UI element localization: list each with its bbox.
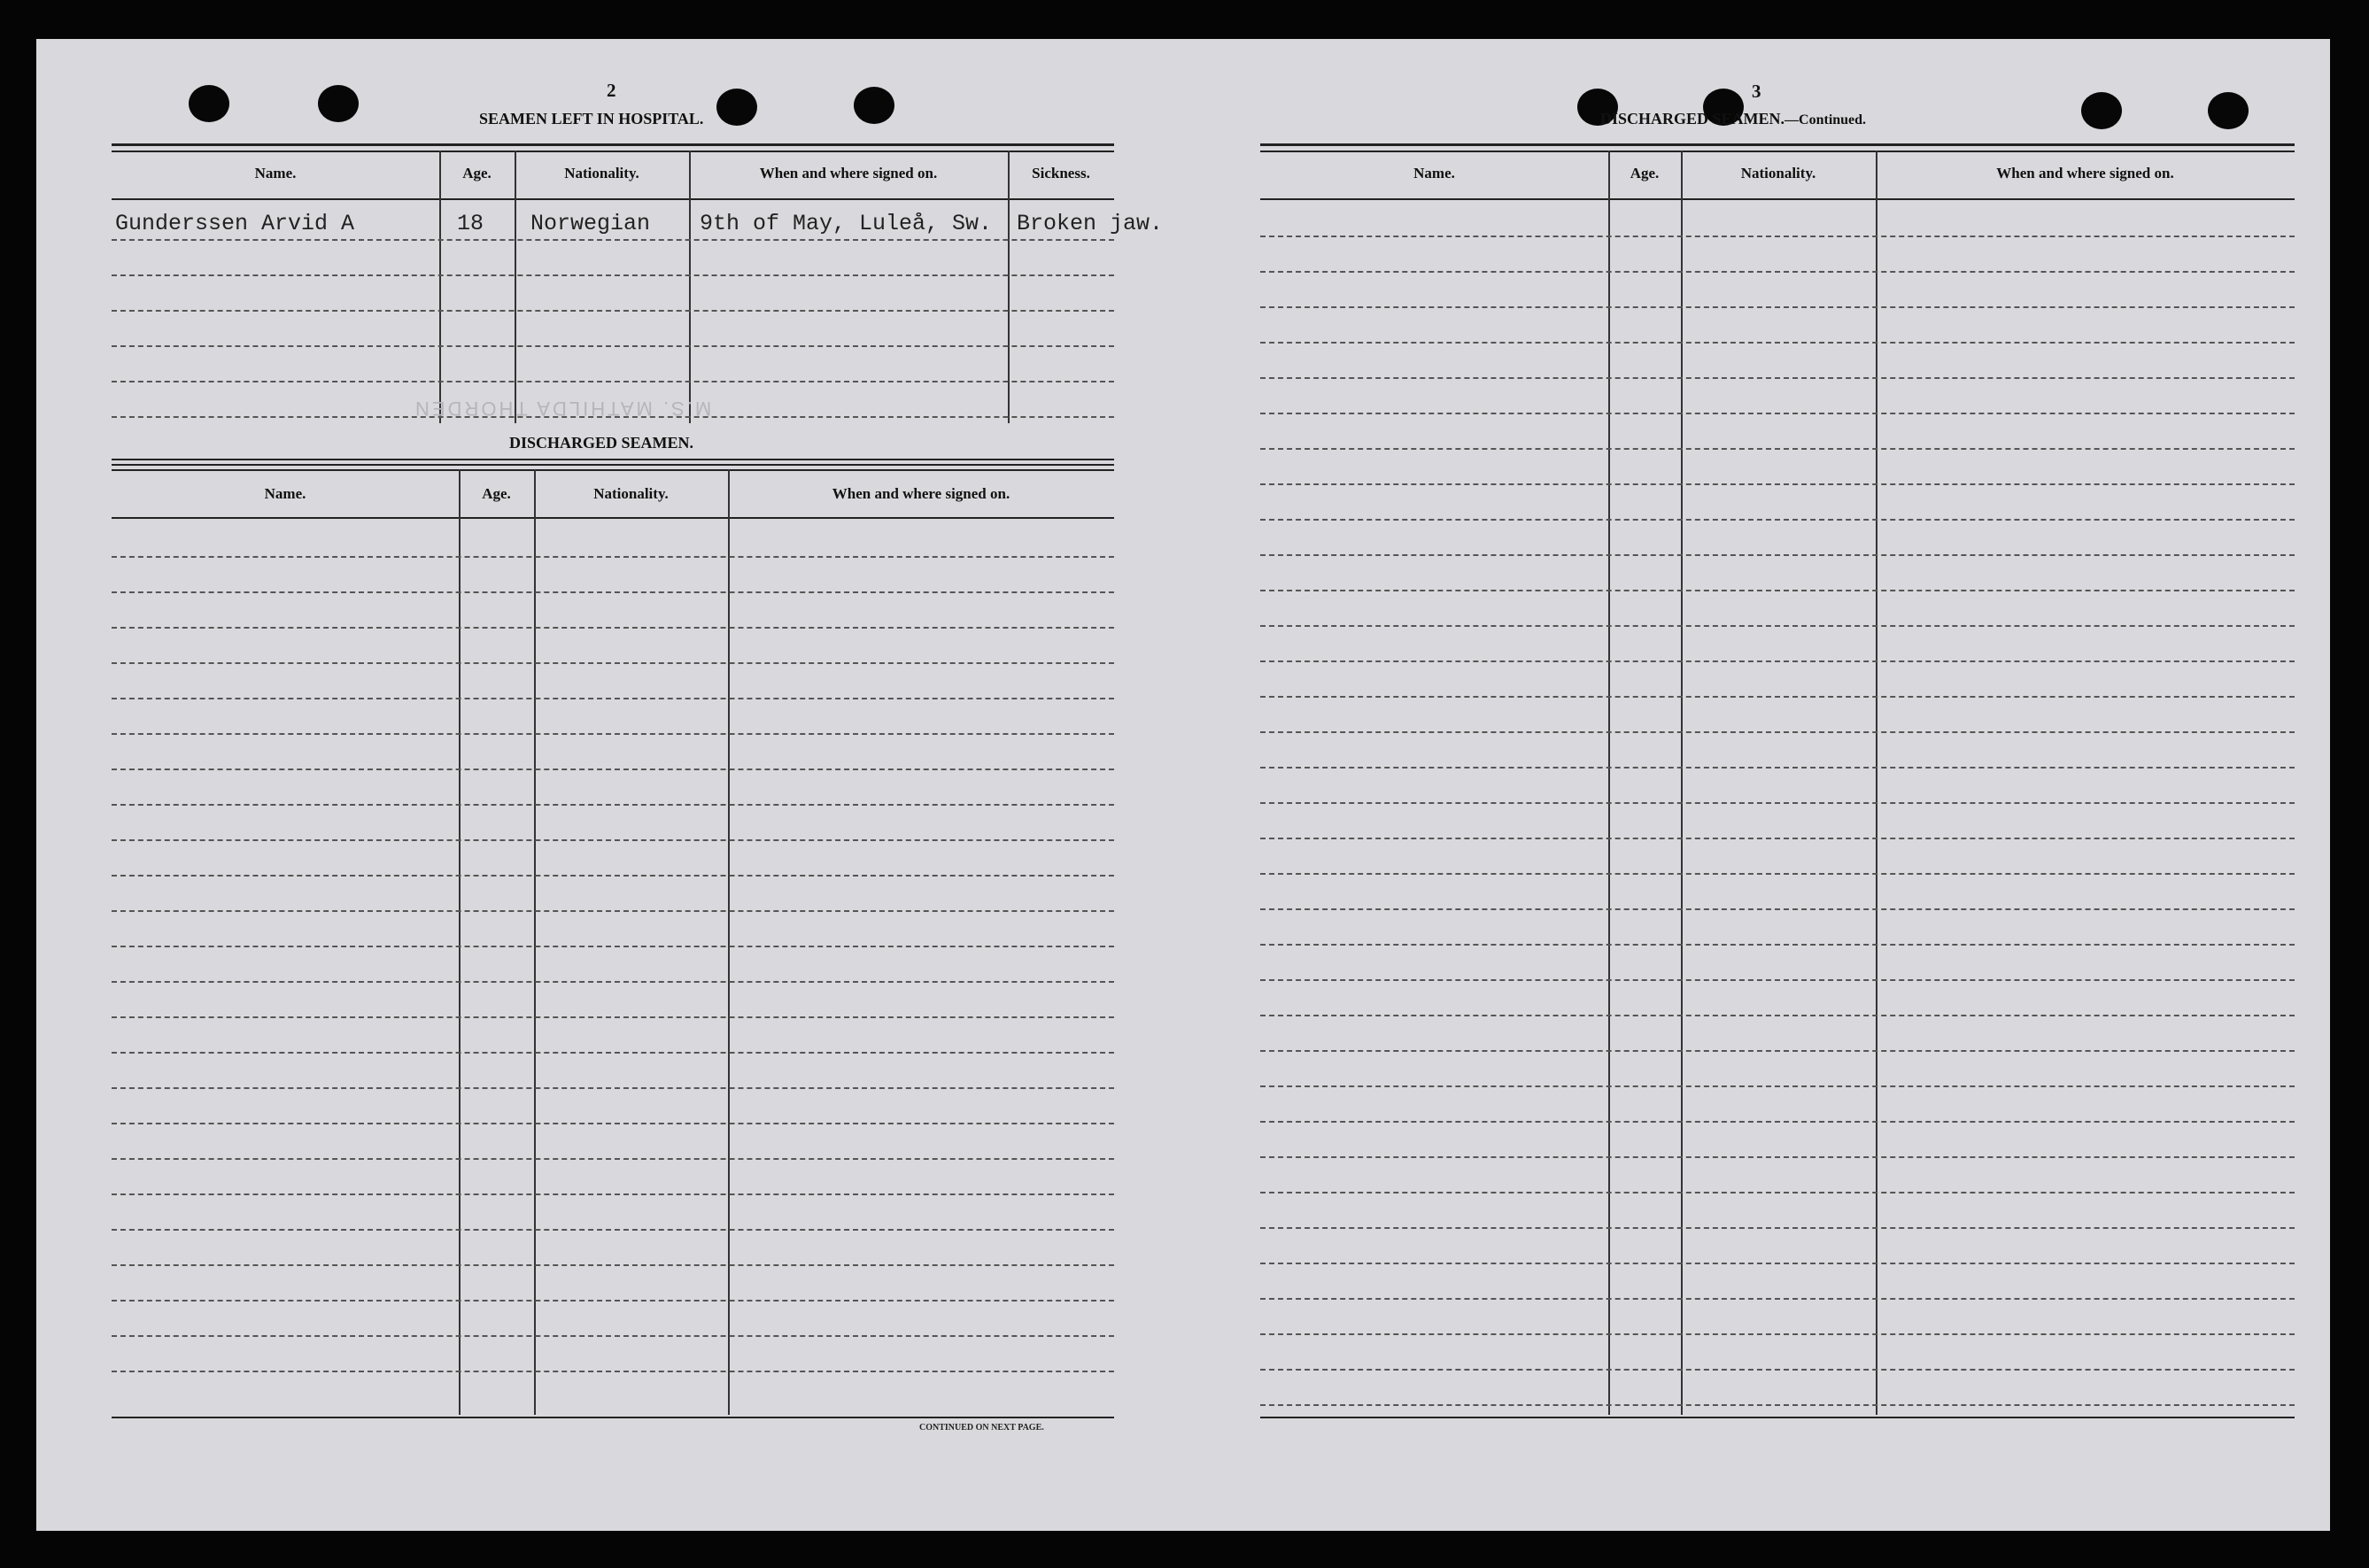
binder-hole (854, 87, 894, 124)
ruled-line (112, 733, 1114, 735)
ruled-line (1260, 483, 2295, 485)
ruled-line (1260, 696, 2295, 698)
ruled-line (1260, 1156, 2295, 1158)
column-header-signed-on: When and where signed on. (1996, 165, 2174, 182)
hospital-entry-age: 18 (457, 211, 484, 236)
ruled-line (1260, 590, 2295, 591)
ruled-line (1260, 413, 2295, 414)
column-header-age: Age. (482, 485, 511, 502)
ruled-line (1260, 908, 2295, 910)
continued-suffix: —Continued. (1784, 112, 1867, 127)
ruled-line (1260, 1121, 2295, 1123)
column-header-name: Name. (1413, 165, 1455, 182)
ruled-line (1260, 944, 2295, 946)
binder-hole (716, 89, 757, 126)
column-header-nationality: Nationality. (1740, 165, 1816, 182)
ruled-line (1260, 554, 2295, 556)
ruled-line (1260, 731, 2295, 733)
ruled-line (112, 875, 1114, 877)
ruled-line (112, 627, 1114, 629)
ruled-line (112, 981, 1114, 983)
column-header-age: Age. (1630, 165, 1660, 182)
hospital-entry-signed-on: 9th of May, Luleå, Sw. (700, 211, 993, 236)
ruled-line (1260, 660, 2295, 662)
ruled-line (1260, 1369, 2295, 1371)
ruled-line (112, 769, 1114, 770)
ruled-line (1260, 873, 2295, 875)
ruled-line (1260, 342, 2295, 344)
column-header-name: Name. (264, 485, 306, 502)
binder-hole (2208, 92, 2249, 129)
column-header-nationality: Nationality. (593, 485, 669, 502)
ruled-line (112, 1371, 1114, 1372)
ruled-line (112, 1087, 1114, 1089)
binder-hole (189, 85, 229, 122)
ruled-line (112, 1264, 1114, 1266)
ruled-line (1260, 1263, 2295, 1264)
binder-hole (318, 85, 359, 122)
ruled-line (1260, 1192, 2295, 1193)
column-header-name: Name. (254, 165, 297, 182)
column-header-signed-on: When and where signed on. (759, 165, 938, 182)
ruled-line (1260, 1085, 2295, 1087)
hospital-entry-nationality: Norwegian (530, 211, 651, 236)
ruled-line (112, 698, 1114, 699)
page-number-left: 2 (607, 80, 616, 101)
hospital-entry-name: Gunderssen Arvid A (115, 211, 355, 236)
ruled-line (112, 662, 1114, 664)
hospital-table (112, 143, 1164, 466)
ruled-line (112, 1016, 1114, 1018)
ruled-line (112, 556, 1114, 558)
ruled-line (1260, 1298, 2295, 1300)
column-header-sickness: Sickness. (1032, 165, 1090, 182)
ruled-line (1260, 838, 2295, 839)
ruled-line (1260, 377, 2295, 379)
ruled-line (112, 1193, 1114, 1195)
column-header-signed-on: When and where signed on. (832, 485, 1010, 502)
column-header-nationality: Nationality. (564, 165, 639, 182)
binder-hole (2081, 92, 2122, 129)
column-header-age: Age. (462, 165, 492, 182)
ruled-line (1260, 625, 2295, 627)
ruled-line (1260, 519, 2295, 521)
ruled-line (1260, 236, 2295, 237)
continued-note: CONTINUED ON NEXT PAGE. (919, 1423, 1044, 1433)
discharged-section-title-right (1600, 110, 1866, 128)
document-page (36, 39, 2330, 1531)
ruled-line (1260, 1333, 2295, 1335)
ruled-line (112, 1052, 1114, 1054)
ruled-line (112, 910, 1114, 912)
ruled-line (1260, 306, 2295, 308)
ruled-line (1260, 802, 2295, 804)
ruled-line (112, 1300, 1114, 1302)
ruled-line (112, 946, 1114, 947)
ruled-line (1260, 767, 2295, 769)
ruled-line (1260, 1227, 2295, 1229)
ruled-line (112, 1123, 1114, 1124)
ruled-line (112, 804, 1114, 806)
ruled-line (1260, 448, 2295, 450)
ruled-line (1260, 979, 2295, 981)
discharged-table-left (112, 464, 1114, 1420)
ruled-line (112, 839, 1114, 841)
hospital-section-title: SEAMEN LEFT IN HOSPITAL. (479, 110, 704, 127)
ruled-line (1260, 1404, 2295, 1406)
ruled-line (1260, 1050, 2295, 1052)
ruled-line (112, 591, 1114, 593)
ruled-line (1260, 271, 2295, 273)
ruled-line (112, 1335, 1114, 1337)
discharged-title-text: DISCHARGED SEAMEN. (1600, 110, 1785, 127)
faded-ship-stamp: M.S. MATHILDA THORDEN (413, 398, 712, 420)
hospital-entry-sickness: Broken jaw. (1017, 211, 1164, 236)
ruled-line (1260, 1015, 2295, 1016)
page-number-right: 3 (1752, 81, 1761, 102)
discharged-table-right (1260, 143, 2295, 1420)
ruled-line (112, 1158, 1114, 1160)
discharged-section-title-left: DISCHARGED SEAMEN. (509, 434, 694, 452)
ruled-line (112, 1229, 1114, 1231)
